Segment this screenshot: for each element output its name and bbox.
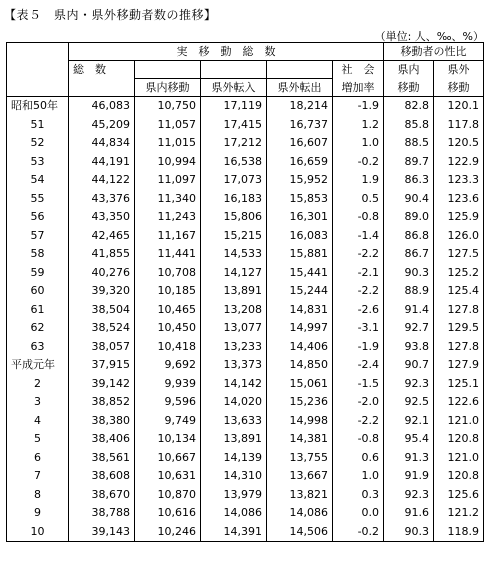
- sr-intra-cell: 86.8: [384, 227, 434, 246]
- intra-cell: 10,750: [135, 97, 201, 116]
- intra-cell: 9,692: [135, 356, 201, 375]
- social-rate-cell: -1.9: [333, 338, 384, 357]
- total-cell: 44,122: [69, 171, 135, 190]
- in-moves-cell: 14,127: [201, 264, 267, 283]
- social-rate-cell: -1.9: [333, 97, 384, 116]
- table-row: [7, 375, 484, 394]
- sr-inter-cell: 126.0: [434, 227, 484, 246]
- intra-cell: 10,616: [135, 504, 201, 523]
- intra-cell: 10,631: [135, 467, 201, 486]
- sr-inter-cell: 127.5: [434, 245, 484, 264]
- out-moves-cell: 13,755: [267, 449, 333, 468]
- sr-inter-cell: 127.8: [434, 338, 484, 357]
- in-moves-cell: 17,073: [201, 171, 267, 190]
- intra-cell: 11,441: [135, 245, 201, 264]
- in-moves-cell: 16,183: [201, 190, 267, 209]
- social-rate-cell: 1.0: [333, 467, 384, 486]
- sr-intra-cell: 92.1: [384, 412, 434, 431]
- sr-inter-cell: 121.0: [434, 449, 484, 468]
- sr-inter-cell: 123.6: [434, 190, 484, 209]
- table-row: [7, 190, 484, 209]
- total-cell: 42,465: [69, 227, 135, 246]
- sr-inter-cell: 122.9: [434, 153, 484, 172]
- social-rate-cell: -2.1: [333, 264, 384, 283]
- table-row: [7, 134, 484, 153]
- year-cell: 昭和50年: [7, 97, 69, 116]
- in-moves-cell: 15,215: [201, 227, 267, 246]
- social-rate-cell: 0.0: [333, 504, 384, 523]
- year-cell: 63: [7, 338, 69, 357]
- table-row: [7, 467, 484, 486]
- sr-intra-cell: 92.5: [384, 393, 434, 412]
- table-row: [7, 227, 484, 246]
- header-sr-intra-2: 移動: [384, 79, 434, 97]
- total-cell: 41,855: [69, 245, 135, 264]
- table-row: [7, 523, 484, 542]
- year-cell: 3: [7, 393, 69, 412]
- year-cell: 10: [7, 523, 69, 542]
- sr-inter-cell: 125.2: [434, 264, 484, 283]
- total-cell: 38,608: [69, 467, 135, 486]
- header-blank: [201, 61, 267, 79]
- social-rate-cell: 0.6: [333, 449, 384, 468]
- year-cell: 53: [7, 153, 69, 172]
- out-moves-cell: 14,850: [267, 356, 333, 375]
- sr-inter-cell: 127.9: [434, 356, 484, 375]
- header-blank: [267, 61, 333, 79]
- year-header-cell: [7, 43, 69, 97]
- out-moves-cell: 15,952: [267, 171, 333, 190]
- total-cell: 40,276: [69, 264, 135, 283]
- sr-intra-cell: 82.8: [384, 97, 434, 116]
- table-row: [7, 504, 484, 523]
- in-moves-cell: 17,212: [201, 134, 267, 153]
- sr-inter-cell: 125.1: [434, 375, 484, 394]
- out-moves-cell: 15,853: [267, 190, 333, 209]
- in-moves-cell: 14,139: [201, 449, 267, 468]
- sr-intra-cell: 93.8: [384, 338, 434, 357]
- year-cell: 58: [7, 245, 69, 264]
- social-rate-cell: 0.3: [333, 486, 384, 505]
- year-cell: 6: [7, 449, 69, 468]
- social-rate-cell: -0.2: [333, 523, 384, 542]
- year-cell: 59: [7, 264, 69, 283]
- in-moves-cell: 13,233: [201, 338, 267, 357]
- sr-intra-cell: 88.9: [384, 282, 434, 301]
- intra-cell: 11,057: [135, 116, 201, 135]
- table-row: [7, 153, 484, 172]
- table-row: [7, 97, 484, 116]
- year-cell: 2: [7, 375, 69, 394]
- sr-intra-cell: 91.4: [384, 301, 434, 320]
- in-moves-cell: 13,208: [201, 301, 267, 320]
- sr-inter-cell: 117.8: [434, 116, 484, 135]
- out-moves-cell: 13,821: [267, 486, 333, 505]
- header-sr-intra-1: 県内: [384, 61, 434, 79]
- total-cell: 38,788: [69, 504, 135, 523]
- intra-cell: 10,134: [135, 430, 201, 449]
- group-header-sexratio: 移動者の性比: [384, 43, 484, 61]
- header-blank: [69, 79, 135, 97]
- table-row: [7, 319, 484, 338]
- sr-intra-cell: 91.3: [384, 449, 434, 468]
- out-moves-cell: 15,236: [267, 393, 333, 412]
- intra-cell: 10,246: [135, 523, 201, 542]
- in-moves-cell: 14,020: [201, 393, 267, 412]
- year-cell: 8: [7, 486, 69, 505]
- intra-cell: 9,749: [135, 412, 201, 431]
- social-rate-cell: -0.2: [333, 153, 384, 172]
- sr-intra-cell: 90.3: [384, 523, 434, 542]
- out-moves-cell: 15,881: [267, 245, 333, 264]
- header-sr-inter-1: 県外: [434, 61, 484, 79]
- sr-intra-cell: 92.3: [384, 486, 434, 505]
- table-row: [7, 412, 484, 431]
- table-row: [7, 208, 484, 227]
- in-moves-cell: 13,373: [201, 356, 267, 375]
- year-cell: 57: [7, 227, 69, 246]
- sr-intra-cell: 86.3: [384, 171, 434, 190]
- total-cell: 37,915: [69, 356, 135, 375]
- year-cell: 7: [7, 467, 69, 486]
- sr-intra-cell: 92.7: [384, 319, 434, 338]
- sr-inter-cell: 123.3: [434, 171, 484, 190]
- table-row: [7, 486, 484, 505]
- social-rate-cell: -0.8: [333, 208, 384, 227]
- social-rate-cell: 1.2: [333, 116, 384, 135]
- year-cell: 55: [7, 190, 69, 209]
- intra-cell: 11,243: [135, 208, 201, 227]
- out-moves-cell: 16,607: [267, 134, 333, 153]
- social-rate-cell: -3.1: [333, 319, 384, 338]
- total-cell: 38,057: [69, 338, 135, 357]
- total-cell: 38,504: [69, 301, 135, 320]
- out-moves-cell: 15,441: [267, 264, 333, 283]
- header-social-2: 増加率: [333, 79, 384, 97]
- sr-inter-cell: 121.0: [434, 412, 484, 431]
- social-rate-cell: -2.2: [333, 245, 384, 264]
- out-moves-cell: 14,506: [267, 523, 333, 542]
- sr-inter-cell: 121.2: [434, 504, 484, 523]
- in-moves-cell: 17,415: [201, 116, 267, 135]
- social-rate-cell: -2.4: [333, 356, 384, 375]
- sr-inter-cell: 122.6: [434, 393, 484, 412]
- year-cell: 4: [7, 412, 69, 431]
- header-sr-inter-2: 移動: [434, 79, 484, 97]
- table-row: [7, 116, 484, 135]
- in-moves-cell: 17,119: [201, 97, 267, 116]
- sr-intra-cell: 85.8: [384, 116, 434, 135]
- intra-cell: 10,185: [135, 282, 201, 301]
- sr-intra-cell: 92.3: [384, 375, 434, 394]
- out-moves-cell: 14,406: [267, 338, 333, 357]
- year-cell: 5: [7, 430, 69, 449]
- header-total: 総 数: [69, 61, 135, 79]
- year-cell: 56: [7, 208, 69, 227]
- table-row: [7, 393, 484, 412]
- header-intra: 県内移動: [135, 79, 201, 97]
- intra-cell: 10,450: [135, 319, 201, 338]
- table-row: [7, 264, 484, 283]
- unit-note: （単位: 人、‰、%）: [374, 30, 484, 43]
- in-moves-cell: 13,633: [201, 412, 267, 431]
- sr-inter-cell: 125.9: [434, 208, 484, 227]
- in-moves-cell: 14,391: [201, 523, 267, 542]
- intra-cell: 10,870: [135, 486, 201, 505]
- total-cell: 43,350: [69, 208, 135, 227]
- total-cell: 39,320: [69, 282, 135, 301]
- sr-intra-cell: 91.9: [384, 467, 434, 486]
- year-cell: 51: [7, 116, 69, 135]
- intra-cell: 9,596: [135, 393, 201, 412]
- header-in-moves: 県外転入: [201, 79, 267, 97]
- intra-cell: 11,097: [135, 171, 201, 190]
- total-cell: 38,670: [69, 486, 135, 505]
- out-moves-cell: 16,659: [267, 153, 333, 172]
- out-moves-cell: 14,381: [267, 430, 333, 449]
- total-cell: 44,191: [69, 153, 135, 172]
- table-row: [7, 430, 484, 449]
- sr-intra-cell: 95.4: [384, 430, 434, 449]
- sr-inter-cell: 120.8: [434, 430, 484, 449]
- sr-intra-cell: 89.7: [384, 153, 434, 172]
- intra-cell: 9,939: [135, 375, 201, 394]
- year-cell: 62: [7, 319, 69, 338]
- sr-intra-cell: 86.7: [384, 245, 434, 264]
- out-moves-cell: 16,083: [267, 227, 333, 246]
- total-cell: 39,143: [69, 523, 135, 542]
- intra-cell: 10,667: [135, 449, 201, 468]
- in-moves-cell: 14,310: [201, 467, 267, 486]
- sr-intra-cell: 90.7: [384, 356, 434, 375]
- intra-cell: 10,418: [135, 338, 201, 357]
- total-cell: 39,142: [69, 375, 135, 394]
- total-cell: 43,376: [69, 190, 135, 209]
- intra-cell: 10,708: [135, 264, 201, 283]
- social-rate-cell: -2.6: [333, 301, 384, 320]
- sr-inter-cell: 120.1: [434, 97, 484, 116]
- in-moves-cell: 16,538: [201, 153, 267, 172]
- social-rate-cell: -2.2: [333, 412, 384, 431]
- table-title: 【表５ 県内・県外移動者数の推移】: [4, 8, 217, 22]
- in-moves-cell: 15,806: [201, 208, 267, 227]
- in-moves-cell: 13,979: [201, 486, 267, 505]
- in-moves-cell: 14,086: [201, 504, 267, 523]
- intra-cell: 11,340: [135, 190, 201, 209]
- table-row: [7, 301, 484, 320]
- intra-cell: 11,167: [135, 227, 201, 246]
- year-cell: 54: [7, 171, 69, 190]
- social-rate-cell: -0.8: [333, 430, 384, 449]
- total-cell: 38,852: [69, 393, 135, 412]
- sr-intra-cell: 88.5: [384, 134, 434, 153]
- out-moves-cell: 14,998: [267, 412, 333, 431]
- header-social-1: 社 会: [333, 61, 384, 79]
- in-moves-cell: 13,077: [201, 319, 267, 338]
- out-moves-cell: 14,086: [267, 504, 333, 523]
- total-cell: 38,561: [69, 449, 135, 468]
- table-row: [7, 282, 484, 301]
- sr-inter-cell: 125.6: [434, 486, 484, 505]
- table-row: [7, 338, 484, 357]
- social-rate-cell: 1.0: [333, 134, 384, 153]
- table-row: [7, 245, 484, 264]
- table-row: [7, 171, 484, 190]
- year-cell: 61: [7, 301, 69, 320]
- table-row: [7, 356, 484, 375]
- social-rate-cell: 1.9: [333, 171, 384, 190]
- migration-table: [6, 42, 484, 542]
- sr-intra-cell: 90.4: [384, 190, 434, 209]
- in-moves-cell: 13,891: [201, 282, 267, 301]
- total-cell: 46,083: [69, 97, 135, 116]
- sr-inter-cell: 129.5: [434, 319, 484, 338]
- out-moves-cell: 16,301: [267, 208, 333, 227]
- intra-cell: 11,015: [135, 134, 201, 153]
- header-out-moves: 県外転出: [267, 79, 333, 97]
- social-rate-cell: -2.0: [333, 393, 384, 412]
- sr-inter-cell: 120.5: [434, 134, 484, 153]
- total-cell: 38,380: [69, 412, 135, 431]
- year-cell: 平成元年: [7, 356, 69, 375]
- out-moves-cell: 15,061: [267, 375, 333, 394]
- sr-inter-cell: 127.8: [434, 301, 484, 320]
- sr-inter-cell: 118.9: [434, 523, 484, 542]
- out-moves-cell: 13,667: [267, 467, 333, 486]
- sr-intra-cell: 91.6: [384, 504, 434, 523]
- social-rate-cell: -1.5: [333, 375, 384, 394]
- group-header-migration: 実 移 動 総 数: [69, 43, 384, 61]
- out-moves-cell: 16,737: [267, 116, 333, 135]
- header-blank: [135, 61, 201, 79]
- social-rate-cell: -2.2: [333, 282, 384, 301]
- out-moves-cell: 14,997: [267, 319, 333, 338]
- in-moves-cell: 14,533: [201, 245, 267, 264]
- total-cell: 38,524: [69, 319, 135, 338]
- total-cell: 38,406: [69, 430, 135, 449]
- social-rate-cell: 0.5: [333, 190, 384, 209]
- in-moves-cell: 14,142: [201, 375, 267, 394]
- out-moves-cell: 14,831: [267, 301, 333, 320]
- sr-intra-cell: 90.3: [384, 264, 434, 283]
- year-cell: 52: [7, 134, 69, 153]
- sr-inter-cell: 125.4: [434, 282, 484, 301]
- sr-intra-cell: 89.0: [384, 208, 434, 227]
- total-cell: 45,209: [69, 116, 135, 135]
- intra-cell: 10,465: [135, 301, 201, 320]
- total-cell: 44,834: [69, 134, 135, 153]
- out-moves-cell: 15,244: [267, 282, 333, 301]
- intra-cell: 10,994: [135, 153, 201, 172]
- social-rate-cell: -1.4: [333, 227, 384, 246]
- year-cell: 60: [7, 282, 69, 301]
- in-moves-cell: 13,891: [201, 430, 267, 449]
- out-moves-cell: 18,214: [267, 97, 333, 116]
- table-row: [7, 449, 484, 468]
- year-cell: 9: [7, 504, 69, 523]
- sr-inter-cell: 120.8: [434, 467, 484, 486]
